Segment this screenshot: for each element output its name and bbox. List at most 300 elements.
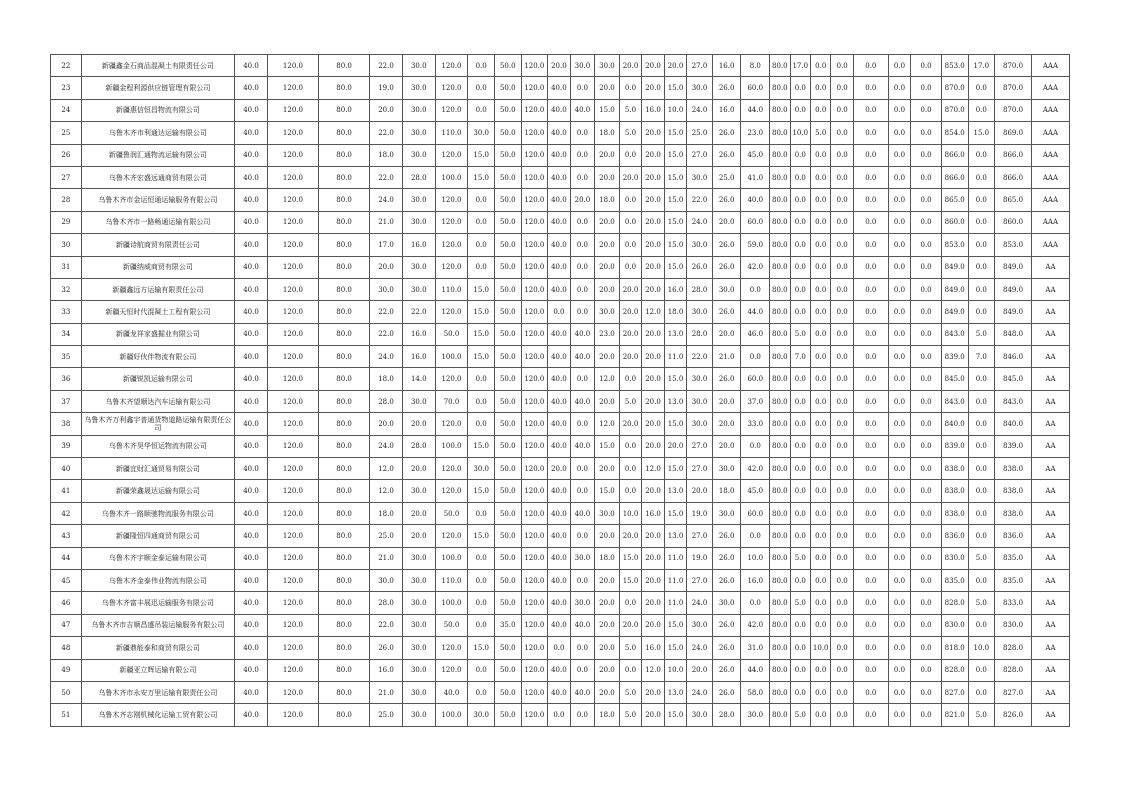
rating-cell: AA — [1031, 704, 1069, 726]
score-cell: 40.0 — [235, 211, 268, 233]
score-cell: 30.0 — [370, 569, 403, 591]
score-cell: 0.0 — [790, 301, 810, 323]
score-cell: 41.0 — [741, 166, 770, 188]
company-name: 新疆宜财汇通贸易有限公司 — [81, 458, 234, 480]
score-cell: 120.0 — [435, 189, 468, 211]
score-cell: 100.0 — [435, 435, 468, 457]
score-cell: 0.0 — [853, 525, 888, 547]
score-cell: 80.0 — [770, 547, 790, 569]
score-cell: 80.0 — [770, 256, 790, 278]
score-cell: 830.0 — [941, 547, 968, 569]
score-cell: 80.0 — [770, 77, 790, 99]
score-cell: 15.0 — [468, 346, 495, 368]
score-cell: 0.0 — [790, 458, 810, 480]
score-cell: 80.0 — [319, 211, 370, 233]
score-cell: 26.0 — [712, 144, 741, 166]
score-cell: 26.0 — [712, 569, 741, 591]
score-cell: 23.0 — [595, 323, 620, 345]
score-cell: 40.0 — [548, 569, 571, 591]
score-cell: 20.0 — [370, 99, 403, 121]
score-cell: 50.0 — [494, 413, 521, 435]
score-cell: 120.0 — [267, 659, 318, 681]
score-cell: 30.0 — [570, 55, 595, 77]
score-cell: 0.0 — [968, 480, 995, 502]
score-cell: 15.0 — [664, 704, 687, 726]
score-cell: 0.0 — [570, 569, 595, 591]
score-cell: 0.0 — [968, 502, 995, 524]
score-cell: 120.0 — [521, 458, 548, 480]
rating-cell: AA — [1031, 278, 1069, 300]
score-cell: 40.0 — [235, 256, 268, 278]
score-cell: 24.0 — [687, 637, 713, 659]
score-cell: 22.0 — [370, 301, 403, 323]
score-cell: 0.0 — [888, 301, 911, 323]
company-name: 乌鲁木齐市金运恒通运输服务有限公司 — [81, 189, 234, 211]
rating-cell: AAA — [1031, 189, 1069, 211]
score-cell: 0.0 — [853, 278, 888, 300]
company-name: 新疆亚立辉运输有限公司 — [81, 659, 234, 681]
score-cell: 20.0 — [642, 390, 665, 412]
score-cell: 0.0 — [570, 659, 595, 681]
score-cell: 0.0 — [888, 435, 911, 457]
score-cell: 15.0 — [664, 368, 687, 390]
score-cell: 80.0 — [319, 55, 370, 77]
score-cell: 20.0 — [595, 458, 620, 480]
score-cell: 827.0 — [995, 681, 1032, 703]
score-cell: 50.0 — [494, 704, 521, 726]
rating-cell: AA — [1031, 435, 1069, 457]
score-cell: 20.0 — [642, 278, 665, 300]
rating-cell: AA — [1031, 614, 1069, 636]
score-cell: 0.0 — [548, 637, 571, 659]
score-cell: 870.0 — [941, 99, 968, 121]
score-cell: 80.0 — [770, 502, 790, 524]
row-number: 24 — [51, 99, 82, 121]
score-cell: 0.0 — [853, 502, 888, 524]
company-name: 新疆好伙伴物流有限公司 — [81, 346, 234, 368]
score-cell: 28.0 — [402, 435, 435, 457]
score-cell: 18.0 — [664, 301, 687, 323]
score-cell: 0.0 — [810, 346, 830, 368]
score-cell: 40.0 — [235, 547, 268, 569]
score-cell: 120.0 — [267, 77, 318, 99]
score-cell: 15.0 — [468, 323, 495, 345]
score-cell: 835.0 — [995, 547, 1032, 569]
score-cell: 120.0 — [521, 390, 548, 412]
row-number: 23 — [51, 77, 82, 99]
score-cell: 22.0 — [687, 189, 713, 211]
score-cell: 18.0 — [370, 144, 403, 166]
rating-cell: AAA — [1031, 211, 1069, 233]
score-cell: 20.0 — [642, 368, 665, 390]
score-cell: 50.0 — [494, 301, 521, 323]
score-cell: 15.0 — [664, 502, 687, 524]
score-cell: 0.0 — [853, 592, 888, 614]
score-cell: 42.0 — [741, 256, 770, 278]
score-cell: 0.0 — [888, 547, 911, 569]
score-cell: 845.0 — [995, 368, 1032, 390]
score-cell: 50.0 — [494, 592, 521, 614]
score-cell: 120.0 — [267, 569, 318, 591]
score-cell: 30.0 — [402, 592, 435, 614]
score-cell: 40.0 — [548, 166, 571, 188]
score-cell: 120.0 — [267, 614, 318, 636]
score-cell: 40.0 — [548, 211, 571, 233]
score-cell: 20.0 — [642, 144, 665, 166]
score-cell: 27.0 — [687, 435, 713, 457]
table-row — [51, 458, 1070, 480]
score-cell: 0.0 — [888, 166, 911, 188]
score-cell: 0.0 — [911, 189, 942, 211]
score-cell: 40.0 — [570, 346, 595, 368]
score-cell: 821.0 — [941, 704, 968, 726]
row-number: 49 — [51, 659, 82, 681]
score-cell: 0.0 — [790, 368, 810, 390]
score-cell: 0.0 — [831, 234, 854, 256]
table-row — [51, 390, 1070, 412]
score-cell: 0.0 — [831, 55, 854, 77]
score-cell: 26.0 — [712, 659, 741, 681]
score-cell: 0.0 — [619, 77, 642, 99]
score-cell: 11.0 — [664, 547, 687, 569]
score-cell: 80.0 — [319, 278, 370, 300]
score-cell: 0.0 — [968, 77, 995, 99]
score-cell: 0.0 — [853, 704, 888, 726]
score-cell: 40.0 — [235, 458, 268, 480]
score-cell: 15.0 — [664, 413, 687, 435]
score-cell: 30.0 — [595, 502, 620, 524]
score-cell: 0.0 — [810, 525, 830, 547]
row-number: 27 — [51, 166, 82, 188]
score-cell: 10.0 — [810, 637, 830, 659]
score-cell: 839.0 — [941, 346, 968, 368]
rating-table — [50, 54, 1070, 727]
score-cell: 40.0 — [235, 435, 268, 457]
score-cell: 27.0 — [687, 569, 713, 591]
rating-cell: AA — [1031, 390, 1069, 412]
score-cell: 26.0 — [712, 189, 741, 211]
score-cell: 20.0 — [642, 413, 665, 435]
score-cell: 33.0 — [741, 413, 770, 435]
score-cell: 0.0 — [831, 99, 854, 121]
score-cell: 0.0 — [790, 502, 810, 524]
score-cell: 0.0 — [911, 547, 942, 569]
score-cell: 120.0 — [267, 346, 318, 368]
rating-cell: AAA — [1031, 55, 1069, 77]
score-cell: 40.0 — [548, 144, 571, 166]
score-cell: 0.0 — [468, 77, 495, 99]
score-cell: 0.0 — [741, 592, 770, 614]
score-cell: 120.0 — [435, 659, 468, 681]
row-number: 31 — [51, 256, 82, 278]
score-cell: 0.0 — [790, 681, 810, 703]
score-cell: 14.0 — [402, 368, 435, 390]
score-cell: 0.0 — [468, 55, 495, 77]
score-cell: 30.0 — [402, 256, 435, 278]
score-cell: 40.0 — [570, 614, 595, 636]
score-cell: 20.0 — [642, 547, 665, 569]
score-cell: 0.0 — [968, 681, 995, 703]
score-cell: 42.0 — [741, 614, 770, 636]
score-cell: 18.0 — [712, 480, 741, 502]
score-cell: 0.0 — [911, 234, 942, 256]
score-cell: 26.0 — [712, 637, 741, 659]
score-cell: 20.0 — [642, 77, 665, 99]
score-cell: 40.0 — [548, 122, 571, 144]
score-cell: 50.0 — [494, 323, 521, 345]
score-cell: 0.0 — [911, 211, 942, 233]
score-cell: 16.0 — [664, 278, 687, 300]
score-cell: 5.0 — [968, 323, 995, 345]
table-body — [51, 55, 1070, 727]
score-cell: 80.0 — [770, 681, 790, 703]
score-cell: 120.0 — [521, 211, 548, 233]
score-cell: 20.0 — [642, 480, 665, 502]
score-cell: 849.0 — [941, 256, 968, 278]
score-cell: 40.0 — [548, 77, 571, 99]
score-cell: 12.0 — [642, 659, 665, 681]
score-cell: 0.0 — [810, 390, 830, 412]
score-cell: 826.0 — [995, 704, 1032, 726]
company-name: 新疆荣鑫晟达运输有限公司 — [81, 480, 234, 502]
score-cell: 20.0 — [642, 346, 665, 368]
score-cell: 120.0 — [435, 144, 468, 166]
score-cell: 10.0 — [790, 122, 810, 144]
table-row — [51, 592, 1070, 614]
score-cell: 15.0 — [595, 99, 620, 121]
score-cell: 827.0 — [941, 681, 968, 703]
score-cell: 0.0 — [911, 681, 942, 703]
score-cell: 0.0 — [468, 234, 495, 256]
score-cell: 120.0 — [435, 55, 468, 77]
score-cell: 0.0 — [911, 637, 942, 659]
company-name: 乌鲁木齐市永安万里运输有限责任公司 — [81, 681, 234, 703]
score-cell: 28.0 — [687, 278, 713, 300]
score-cell: 40.0 — [235, 122, 268, 144]
score-cell: 0.0 — [968, 144, 995, 166]
rating-cell: AAA — [1031, 166, 1069, 188]
score-cell: 80.0 — [770, 569, 790, 591]
score-cell: 120.0 — [435, 301, 468, 323]
score-cell: 20.0 — [642, 323, 665, 345]
score-cell: 40.0 — [235, 502, 268, 524]
score-cell: 853.0 — [941, 55, 968, 77]
score-cell: 0.0 — [911, 99, 942, 121]
score-cell: 0.0 — [853, 122, 888, 144]
score-cell: 0.0 — [853, 211, 888, 233]
score-cell: 44.0 — [741, 659, 770, 681]
score-cell: 0.0 — [831, 547, 854, 569]
score-cell: 80.0 — [319, 458, 370, 480]
score-cell: 0.0 — [888, 211, 911, 233]
score-cell: 40.0 — [548, 323, 571, 345]
row-number: 22 — [51, 55, 82, 77]
score-cell: 40.0 — [235, 166, 268, 188]
score-cell: 12.0 — [595, 368, 620, 390]
score-cell: 30.0 — [570, 592, 595, 614]
row-number: 44 — [51, 547, 82, 569]
score-cell: 0.0 — [853, 480, 888, 502]
score-cell: 30.0 — [687, 614, 713, 636]
score-cell: 5.0 — [619, 122, 642, 144]
score-cell: 80.0 — [770, 435, 790, 457]
score-cell: 0.0 — [810, 211, 830, 233]
score-cell: 0.0 — [468, 569, 495, 591]
row-number: 26 — [51, 144, 82, 166]
score-cell: 30.0 — [370, 278, 403, 300]
score-cell: 16.0 — [402, 346, 435, 368]
score-cell: 40.0 — [570, 502, 595, 524]
company-name: 乌鲁木齐志刚机械化运输工贸有限公司 — [81, 704, 234, 726]
score-cell: 0.0 — [853, 346, 888, 368]
score-cell: 20.0 — [548, 55, 571, 77]
score-cell: 0.0 — [911, 122, 942, 144]
score-cell: 27.0 — [687, 55, 713, 77]
score-cell: 818.0 — [941, 637, 968, 659]
score-cell: 24.0 — [370, 346, 403, 368]
score-cell: 12.0 — [370, 458, 403, 480]
company-name: 新疆惠信恒昌物流有限公司 — [81, 99, 234, 121]
score-cell: 28.0 — [370, 390, 403, 412]
score-cell: 15.0 — [468, 301, 495, 323]
score-cell: 0.0 — [888, 525, 911, 547]
score-cell: 869.0 — [995, 122, 1032, 144]
table-row — [51, 301, 1070, 323]
score-cell: 5.0 — [790, 547, 810, 569]
score-cell: 0.0 — [741, 346, 770, 368]
score-cell: 50.0 — [494, 435, 521, 457]
rating-cell: AA — [1031, 659, 1069, 681]
score-cell: 120.0 — [435, 77, 468, 99]
score-cell: 0.0 — [790, 614, 810, 636]
score-cell: 0.0 — [790, 234, 810, 256]
score-cell: 0.0 — [810, 234, 830, 256]
score-cell: 0.0 — [853, 569, 888, 591]
score-cell: 120.0 — [435, 637, 468, 659]
score-cell: 11.0 — [664, 592, 687, 614]
score-cell: 0.0 — [619, 211, 642, 233]
score-cell: 0.0 — [968, 166, 995, 188]
score-cell: 20.0 — [619, 323, 642, 345]
score-cell: 40.0 — [235, 390, 268, 412]
score-cell: 0.0 — [888, 681, 911, 703]
score-cell: 26.0 — [712, 301, 741, 323]
score-cell: 22.0 — [370, 122, 403, 144]
rating-cell: AA — [1031, 525, 1069, 547]
score-cell: 12.0 — [642, 301, 665, 323]
score-cell: 0.0 — [619, 592, 642, 614]
score-cell: 15.0 — [664, 166, 687, 188]
score-cell: 120.0 — [521, 301, 548, 323]
score-cell: 19.0 — [687, 547, 713, 569]
score-cell: 0.0 — [810, 547, 830, 569]
row-number: 51 — [51, 704, 82, 726]
score-cell: 20.0 — [595, 166, 620, 188]
score-cell: 0.0 — [468, 547, 495, 569]
company-name: 新疆鑫远方运输有限责任公司 — [81, 278, 234, 300]
score-cell: 0.0 — [853, 659, 888, 681]
score-cell: 0.0 — [888, 55, 911, 77]
score-cell: 0.0 — [853, 681, 888, 703]
company-name: 新疆隆恒四通商贸有限公司 — [81, 525, 234, 547]
score-cell: 0.0 — [911, 458, 942, 480]
score-cell: 0.0 — [468, 390, 495, 412]
score-cell: 0.0 — [888, 502, 911, 524]
score-cell: 50.0 — [494, 368, 521, 390]
score-cell: 0.0 — [853, 368, 888, 390]
score-cell: 80.0 — [319, 659, 370, 681]
rating-cell: AA — [1031, 480, 1069, 502]
score-cell: 40.0 — [548, 413, 571, 435]
rating-cell: AA — [1031, 323, 1069, 345]
score-cell: 30.0 — [570, 547, 595, 569]
score-cell: 28.0 — [687, 323, 713, 345]
table-row — [51, 55, 1070, 77]
score-cell: 40.0 — [235, 592, 268, 614]
score-cell: 20.0 — [642, 256, 665, 278]
score-cell: 5.0 — [619, 390, 642, 412]
score-cell: 19.0 — [687, 502, 713, 524]
score-cell: 30.0 — [712, 278, 741, 300]
score-cell: 0.0 — [619, 144, 642, 166]
score-cell: 0.0 — [911, 480, 942, 502]
score-cell: 15.0 — [468, 278, 495, 300]
score-cell: 44.0 — [741, 99, 770, 121]
score-cell: 0.0 — [853, 77, 888, 99]
score-cell: 0.0 — [853, 189, 888, 211]
score-cell: 80.0 — [770, 659, 790, 681]
score-cell: 20.0 — [642, 166, 665, 188]
score-cell: 50.0 — [494, 99, 521, 121]
score-cell: 26.0 — [712, 525, 741, 547]
score-cell: 12.0 — [595, 413, 620, 435]
rating-cell: AA — [1031, 368, 1069, 390]
score-cell: 80.0 — [770, 55, 790, 77]
score-cell: 8.0 — [741, 55, 770, 77]
score-cell: 0.0 — [790, 144, 810, 166]
score-cell: 120.0 — [521, 323, 548, 345]
rating-cell: AA — [1031, 458, 1069, 480]
score-cell: 870.0 — [995, 99, 1032, 121]
score-cell: 80.0 — [319, 234, 370, 256]
score-cell: 40.0 — [235, 77, 268, 99]
score-cell: 0.0 — [853, 435, 888, 457]
score-cell: 120.0 — [267, 413, 318, 435]
score-cell: 20.0 — [712, 413, 741, 435]
score-cell: 30.0 — [402, 480, 435, 502]
score-cell: 20.0 — [595, 569, 620, 591]
score-cell: 20.0 — [642, 55, 665, 77]
score-cell: 20.0 — [619, 614, 642, 636]
score-cell: 840.0 — [995, 413, 1032, 435]
score-cell: 80.0 — [770, 637, 790, 659]
score-cell: 15.0 — [664, 77, 687, 99]
score-cell: 15.0 — [619, 569, 642, 591]
score-cell: 70.0 — [435, 390, 468, 412]
score-cell: 50.0 — [494, 256, 521, 278]
score-cell: 26.0 — [712, 614, 741, 636]
score-cell: 60.0 — [741, 502, 770, 524]
score-cell: 80.0 — [319, 122, 370, 144]
row-number: 30 — [51, 234, 82, 256]
company-name: 新疆天恒时代混凝土工程有限公司 — [81, 301, 234, 323]
score-cell: 24.0 — [370, 435, 403, 457]
score-cell: 50.0 — [494, 681, 521, 703]
row-number: 29 — [51, 211, 82, 233]
score-cell: 13.0 — [664, 525, 687, 547]
score-cell: 0.0 — [831, 390, 854, 412]
score-cell: 19.0 — [370, 77, 403, 99]
